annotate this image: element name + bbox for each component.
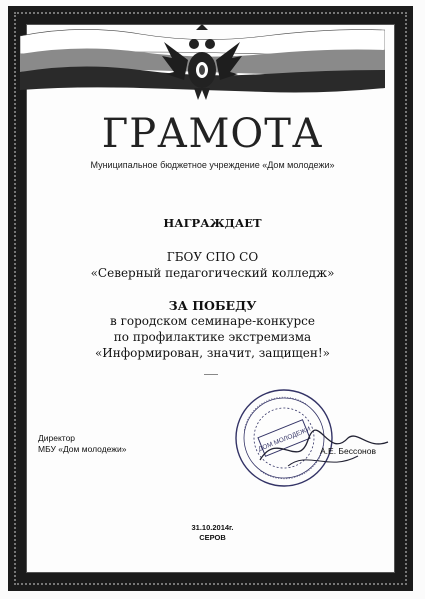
- stamp-text: ДОМ МОЛОДЕЖИ: [257, 425, 312, 454]
- divider-dash: [204, 374, 218, 375]
- issue-city: СЕРОВ: [199, 533, 226, 542]
- recipient-line-2: «Северный педагогический колледж»: [90, 266, 335, 280]
- signer-title-line-2: МБУ «Дом молодежи»: [38, 444, 127, 454]
- flag-and-emblem-banner: [20, 20, 385, 108]
- reason-line-1: в городском семинаре-конкурсе: [110, 314, 315, 328]
- issuing-organization: Муниципальное бюджетное учреждение «Дом молодежи»: [90, 160, 335, 170]
- awards-label: НАГРАЖДАЕТ: [163, 216, 262, 230]
- signer-name: А.Е. Бессонов: [320, 446, 376, 456]
- signer-title-line-1: Директор: [38, 433, 76, 443]
- signer-title-block: [38, 433, 126, 455]
- date-and-place: [0, 523, 425, 543]
- issue-date: 31.10.2014г.: [191, 523, 234, 532]
- reason-line-3: «Информирован, значит, защищен!»: [94, 346, 331, 360]
- reason-heading: ЗА ПОБЕДУ: [168, 298, 257, 313]
- recipient-line-1: ГБОУ СПО СО: [166, 250, 259, 264]
- certificate-title: ГРАМОТА: [101, 111, 324, 157]
- reason-line-2: по профилактике экстремизма: [113, 330, 312, 344]
